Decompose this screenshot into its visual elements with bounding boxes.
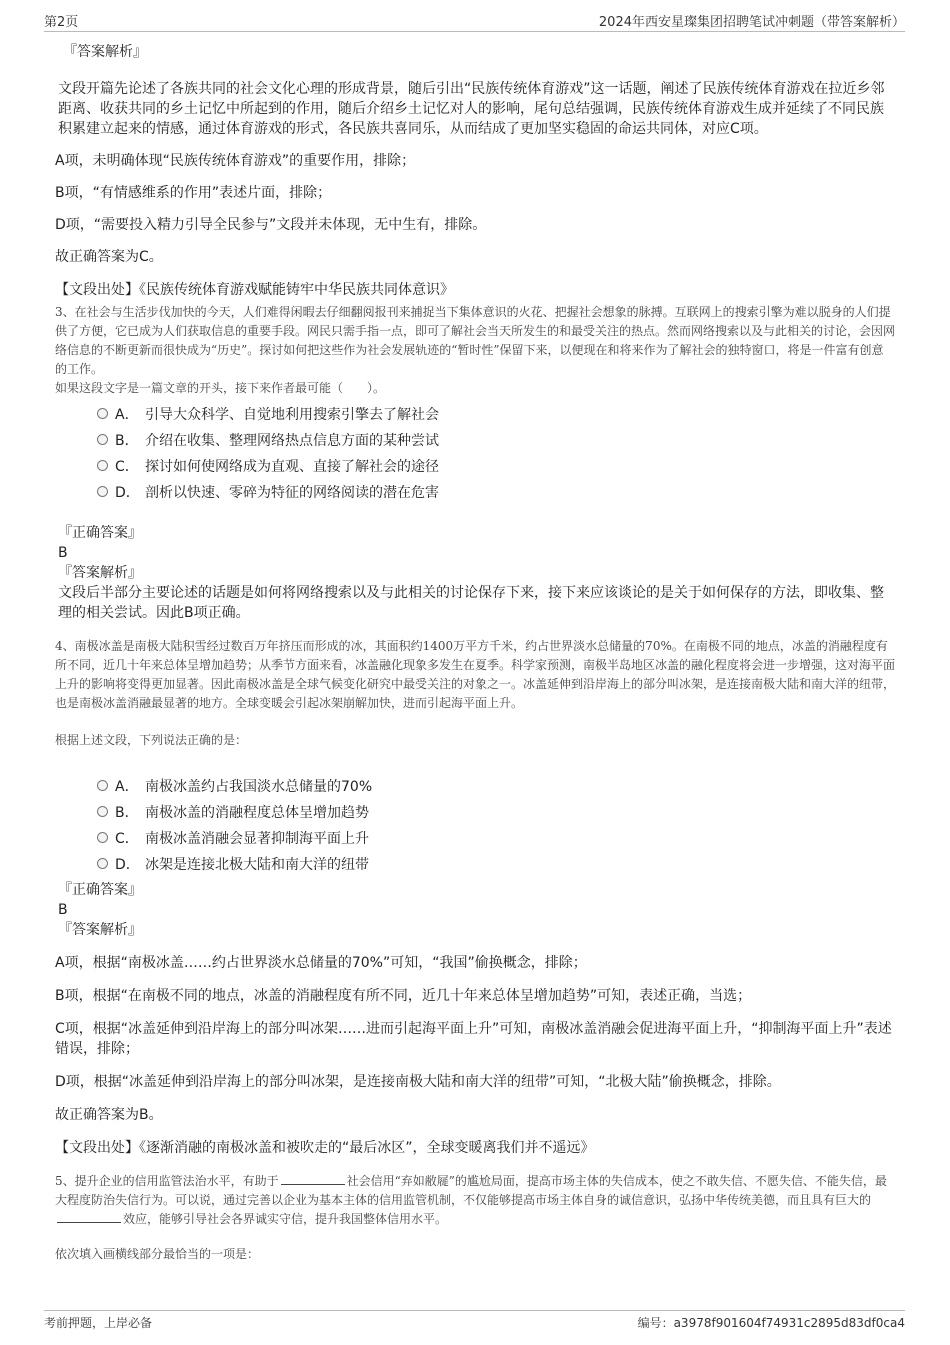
q4-stem: 4、南极冰盖是南极大陆积雪经过数百万年挤压而形成的冰，其面积约1400万平方千米，约占世界淡水总储量的70%。在南极不同的地点，冰盖的消融程度有所不同，近几十年来总体呈增加趋势；从季节方面来看，冰盖融化现象多发生在夏季。科学家预测，南极半岛地区冰盖的融化程度将会进一步增强，这对海平面上升的影响将变得更加显著。因此南极冰盖是全球气候变化研究中最受关注的对象之一。冰盖延伸到沿岸海上的部分叫冰架，是连接南极大陆和南大洋的纽带，也是南极冰盖消融最显著的地方。全球变暖会引起冰架崩解加快，进而引起海平面上升。 [55, 639, 896, 710]
q2-source: 【文段出处】《民族传统体育游戏赋能铸牢中华民族共同体意识》 [55, 282, 454, 298]
q2-conclusion: 故正确答案为C。 [55, 249, 163, 265]
q4-option-d-analysis: D项，根据“冰盖延伸到沿岸海上的部分叫冰架，是连接南极大陆和南大洋的纽带”可知，“北极大陆”偷换概念，排除。 [55, 1074, 781, 1090]
radio-icon[interactable] [97, 460, 108, 471]
q2-analysis-text: 文段开篇先论述了各族共同的社会文化心理的形成背景，随后引出“民族传统体育游戏”这一话题，阐述了民族传统体育游戏在拉近乡邻距离、收获共同的乡土记忆中所起到的作用，随后介绍乡土记忆对人的影响，尾句总结强调，民族传统体育游戏生成并延续了不同民族积累建立起来的情感，通过体育游戏的形式，各民族共喜同乐，从而结成了更加坚实稳固的命运共同体，对应C项。 [58, 81, 885, 137]
q4-option-a[interactable]: A． 南极冰盖约占我国淡水总储量的70% [97, 774, 895, 800]
q4-option-a-analysis: A项，根据“南极冰盖……约占世界淡水总储量的70%”可知，“我国”偷换概念，排除； [55, 955, 587, 971]
q3-analysis-label: 『答案解析』 [58, 565, 142, 581]
q3-correct-label: 『正确答案』 [58, 525, 142, 541]
radio-icon[interactable] [97, 408, 108, 419]
header-divider [44, 31, 905, 32]
fill-blank-2 [57, 1210, 121, 1223]
page-header [0, 0, 950, 34]
q4-option-c-analysis: C项，根据“冰盖延伸到沿岸海上的部分叫冰架……进而引起海平面上升”可知，南极冰盖消融会促进海平面上升，“抑制海平面上升”表述错误，排除； [55, 1021, 892, 1057]
q3-analysis-text: 文段后半部分主要论述的话题是如何将网络搜索以及与此相关的讨论保存下来，接下来应该谈论的是关于如何保存的方法，即收集、整理的相关尝试。因此B项正确。 [58, 585, 884, 621]
q4-answer: B [58, 902, 68, 918]
q3-option-b[interactable]: B． 介绍在收集、整理网络热点信息方面的某种尝试 [97, 428, 895, 454]
q4-option-d[interactable]: D． 冰架是连接北极大陆和南大洋的纽带 [97, 852, 895, 878]
footer-slogan: 考前押题，上岸必备 [44, 1316, 153, 1330]
q4-options [55, 774, 895, 878]
q4-option-c[interactable]: C． 南极冰盖消融会显著抑制海平面上升 [97, 826, 895, 852]
q4-option-b[interactable]: B． 南极冰盖的消融程度总体呈增加趋势 [97, 800, 895, 826]
q4-prompt: 根据上述文段，下列说法正确的是： [55, 733, 248, 747]
q3-options [55, 402, 895, 506]
fill-blank-1 [281, 1172, 345, 1185]
document-title: 2024年西安星璨集团招聘笔试冲刺题（带答案解析） [598, 15, 905, 30]
q3-option-a[interactable]: A． 引导大众科学、自觉地利用搜索引擎去了解社会 [97, 402, 895, 428]
footer-divider [44, 1310, 905, 1311]
radio-icon[interactable] [97, 858, 108, 869]
q2-option-a-analysis: A项，未明确体现“民族传统体育游戏”的重要作用，排除； [55, 153, 416, 169]
q4-correct-label: 『正确答案』 [58, 882, 142, 898]
radio-icon[interactable] [97, 486, 108, 497]
radio-icon[interactable] [97, 434, 108, 445]
q3-stem: 3、在社会与生活步伐加快的今天，人们难得闲暇去仔细翻阅报刊来捕捉当下集体意识的火花、把握社会想象的脉搏。互联网上的搜索引擎为难以脱身的人们提供了方便，它已成为人们获取信息的重要手段。网民只需手指一点，即可了解社会当天所发生的和最受关注的热点。然而网络搜索以及与此相关的讨论，会因网络信息的不断更新而很快成为“历史”。探讨如何把这些作为社会发展轨迹的“暂时性”保留下来，以便现在和将来作为了解社会的独特窗口，将是一件富有创意的工作。 [55, 305, 896, 376]
radio-icon[interactable] [97, 806, 108, 817]
q5-stem: 5、提升企业的信用监管法治水平，有助于 社会信用“弃如敝屣”的尴尬局面，提高市场主体的失信成本，使之不敢失信、不愿失信、不能失信，最大程度防治失信行为。可以说，通过完善以企业为基本主体的信用监管机制，不仅能够提高市场主体自身的诚信意识，弘扬中华传统美德，而且具有巨大的效应，能够引导社会各界诚实守信，提升我国整体信用水平。 [55, 1174, 887, 1226]
q4-source: 【文段出处】《逐渐消融的南极冰盖和被吹走的“最后冰区”，全球变暖离我们并不遥远》 [55, 1140, 595, 1156]
q2-option-d-analysis: D项，“需要投入精力引导全民参与”文段并未体现，无中生有，排除。 [55, 217, 487, 233]
document-body [55, 42, 895, 1264]
q3-answer: B [58, 545, 68, 561]
q3-option-d[interactable]: D． 剖析以快速、零碎为特征的网络阅读的潜在危害 [97, 480, 895, 506]
document-id: 编号：a3978f901604f74931c2895d83df0ca4 [637, 1316, 905, 1330]
q4-option-b-analysis: B项，根据“在南极不同的地点，冰盖的消融程度有所不同，近几十年来总体呈增加趋势”可知，表述正确，当选； [55, 988, 752, 1004]
q2-analysis-label: 『答案解析』 [63, 44, 147, 60]
radio-icon[interactable] [97, 780, 108, 791]
page-number: 第2页 [44, 15, 79, 30]
q5-prompt: 依次填入画横线部分最恰当的一项是： [55, 1247, 260, 1261]
q3-option-c[interactable]: C． 探讨如何使网络成为直观、直接了解社会的途径 [97, 454, 895, 480]
q4-analysis-label: 『答案解析』 [58, 922, 142, 938]
radio-icon[interactable] [97, 832, 108, 843]
q3-prompt: 如果这段文字是一篇文章的开头，接下来作者最可能（ ）。 [55, 381, 386, 395]
q2-option-b-analysis: B项，“有情感维系的作用”表述片面，排除； [55, 185, 332, 201]
q4-conclusion: 故正确答案为B。 [55, 1107, 163, 1123]
